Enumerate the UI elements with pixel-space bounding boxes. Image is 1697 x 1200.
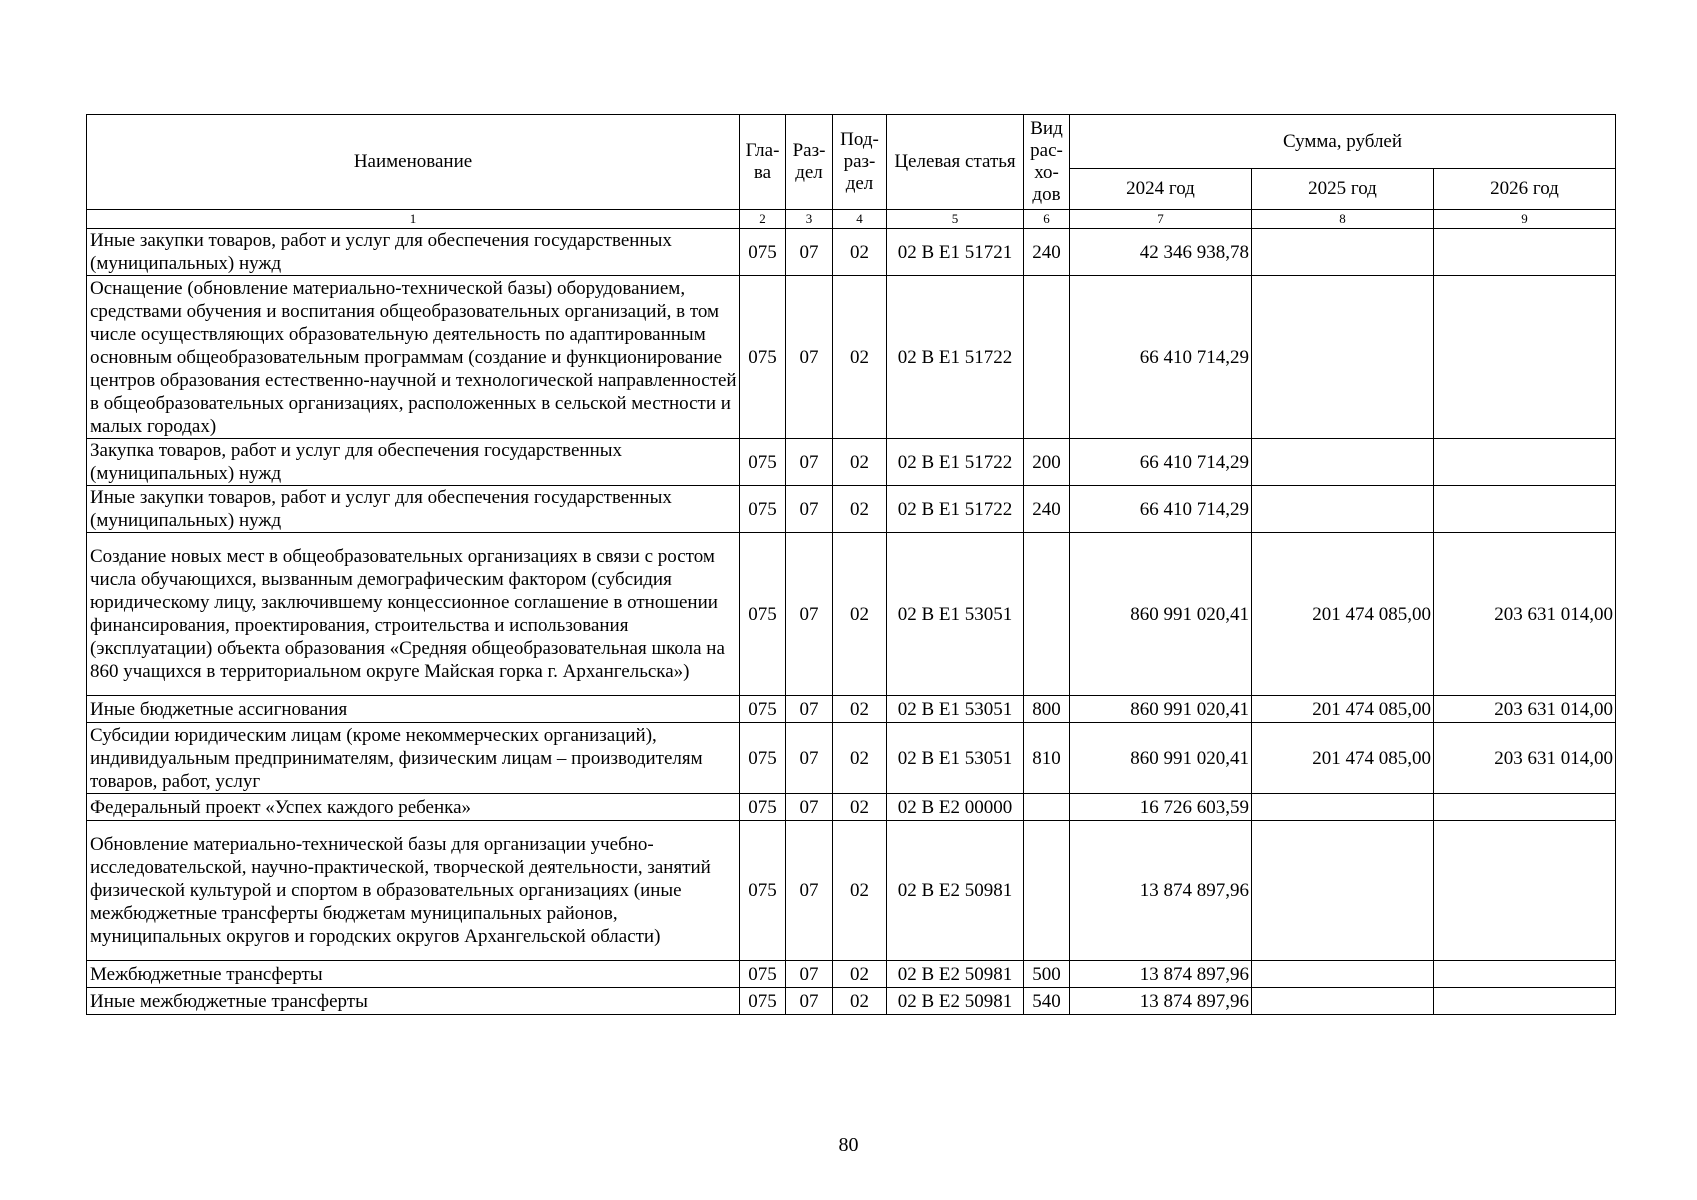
row-target-article: 02 В Е2 00000 xyxy=(887,794,1024,821)
row-amount-2024: 13 874 897,96 xyxy=(1070,821,1252,961)
row-amount-2025 xyxy=(1252,961,1434,988)
row-podrazdel: 02 xyxy=(833,821,887,961)
row-razdel: 07 xyxy=(786,533,833,696)
row-name: Иные закупки товаров, работ и услуг для обеспечения государственных (муниципальных) нужд xyxy=(87,486,740,533)
row-expense-type: 240 xyxy=(1024,229,1070,276)
column-number: 1 xyxy=(87,210,740,229)
row-amount-2026 xyxy=(1434,229,1616,276)
row-glava: 075 xyxy=(740,723,786,794)
header-2025: 2025 год xyxy=(1252,169,1434,210)
row-razdel: 07 xyxy=(786,961,833,988)
row-name: Иные бюджетные ассигнования xyxy=(87,696,740,723)
column-number: 6 xyxy=(1024,210,1070,229)
row-expense-type: 540 xyxy=(1024,988,1070,1015)
row-amount-2024: 66 410 714,29 xyxy=(1070,276,1252,439)
row-podrazdel: 02 xyxy=(833,439,887,486)
row-razdel: 07 xyxy=(786,723,833,794)
row-amount-2025 xyxy=(1252,229,1434,276)
header-glava: Гла-ва xyxy=(740,115,786,210)
row-name: Иные межбюджетные трансферты xyxy=(87,988,740,1015)
row-expense-type xyxy=(1024,821,1070,961)
row-target-article: 02 В Е1 51722 xyxy=(887,486,1024,533)
row-amount-2024: 13 874 897,96 xyxy=(1070,961,1252,988)
row-glava: 075 xyxy=(740,276,786,439)
header-2024: 2024 год xyxy=(1070,169,1252,210)
row-podrazdel: 02 xyxy=(833,723,887,794)
row-target-article: 02 В Е1 53051 xyxy=(887,533,1024,696)
row-expense-type: 810 xyxy=(1024,723,1070,794)
header-podrazdel: Под-раз-дел xyxy=(833,115,887,210)
row-expense-type: 800 xyxy=(1024,696,1070,723)
row-amount-2025 xyxy=(1252,988,1434,1015)
row-amount-2024: 13 874 897,96 xyxy=(1070,988,1252,1015)
table-row xyxy=(87,821,1616,961)
row-amount-2024: 66 410 714,29 xyxy=(1070,486,1252,533)
row-name: Оснащение (обновление материально-технической базы) оборудованием, средствами обучения и воспитания общеобразовательных организаций, в том числе осуществляющих образовательную деятельность по адаптированным основным общеобразовательным программам (создание и функционирование центров образования естественно-научной и технологической направленностей в общеобразовательных организациях, расположенных в сельской местности и малых городах) xyxy=(87,276,740,439)
row-podrazdel: 02 xyxy=(833,961,887,988)
table-row xyxy=(87,533,1616,696)
row-glava: 075 xyxy=(740,696,786,723)
header-name: Наименование xyxy=(87,115,740,210)
row-amount-2024: 66 410 714,29 xyxy=(1070,439,1252,486)
row-podrazdel: 02 xyxy=(833,696,887,723)
row-amount-2026 xyxy=(1434,794,1616,821)
row-target-article: 02 В Е2 50981 xyxy=(887,961,1024,988)
row-name: Закупка товаров, работ и услуг для обеспечения государственных (муниципальных) нужд xyxy=(87,439,740,486)
row-glava: 075 xyxy=(740,988,786,1015)
row-amount-2024: 16 726 603,59 xyxy=(1070,794,1252,821)
row-razdel: 07 xyxy=(786,276,833,439)
page-number: 80 xyxy=(838,1134,859,1156)
table-row xyxy=(87,988,1616,1015)
row-amount-2026 xyxy=(1434,486,1616,533)
row-amount-2025: 201 474 085,00 xyxy=(1252,533,1434,696)
row-glava: 075 xyxy=(740,961,786,988)
row-amount-2026: 203 631 014,00 xyxy=(1434,533,1616,696)
row-expense-type xyxy=(1024,276,1070,439)
row-razdel: 07 xyxy=(786,988,833,1015)
row-target-article: 02 В Е1 51722 xyxy=(887,439,1024,486)
column-number-row xyxy=(87,210,1616,229)
row-razdel: 07 xyxy=(786,794,833,821)
row-name: Обновление материально-технической базы для организации учебно-исследовательской, научно-практической, творческой деятельности, занятий физической культурой и спортом в образовательных организациях (иные межбюджетные трансферты бюджетам муниципальных районов, муниципальных округов и городских округов Архангельской области) xyxy=(87,821,740,961)
column-number: 8 xyxy=(1252,210,1434,229)
column-number: 2 xyxy=(740,210,786,229)
row-amount-2024: 42 346 938,78 xyxy=(1070,229,1252,276)
header-vid: Вид рас-хо-дов xyxy=(1024,115,1070,210)
row-glava: 075 xyxy=(740,533,786,696)
table-row xyxy=(87,229,1616,276)
row-podrazdel: 02 xyxy=(833,229,887,276)
row-amount-2025 xyxy=(1252,794,1434,821)
row-amount-2024: 860 991 020,41 xyxy=(1070,723,1252,794)
row-glava: 075 xyxy=(740,794,786,821)
row-podrazdel: 02 xyxy=(833,794,887,821)
row-amount-2026 xyxy=(1434,439,1616,486)
row-expense-type: 500 xyxy=(1024,961,1070,988)
row-name: Межбюджетные трансферты xyxy=(87,961,740,988)
row-target-article: 02 В Е1 53051 xyxy=(887,723,1024,794)
column-number: 9 xyxy=(1434,210,1616,229)
row-amount-2025 xyxy=(1252,439,1434,486)
row-expense-type xyxy=(1024,794,1070,821)
row-amount-2026 xyxy=(1434,276,1616,439)
row-amount-2025: 201 474 085,00 xyxy=(1252,723,1434,794)
row-razdel: 07 xyxy=(786,486,833,533)
table-body xyxy=(87,229,1616,1015)
table-row xyxy=(87,486,1616,533)
row-name: Субсидии юридическим лицам (кроме некоммерческих организаций), индивидуальным предпринимателям, физическим лицам – производителям товаров, работ, услуг xyxy=(87,723,740,794)
header-target: Целевая статья xyxy=(887,115,1024,210)
row-expense-type: 240 xyxy=(1024,486,1070,533)
header-sum: Сумма, рублей xyxy=(1070,115,1616,169)
table-row xyxy=(87,794,1616,821)
row-glava: 075 xyxy=(740,229,786,276)
header-2026: 2026 год xyxy=(1434,169,1616,210)
table-row xyxy=(87,439,1616,486)
row-amount-2024: 860 991 020,41 xyxy=(1070,696,1252,723)
row-target-article: 02 В Е2 50981 xyxy=(887,988,1024,1015)
row-name: Создание новых мест в общеобразовательных организациях в связи с ростом числа обучающихся, вызванным демографическим фактором (субсидия юридическому лицу, заключившему концессионное соглашение в отношении финансирования, проектирования, строительства и использования (эксплуатации) объекта образования «Средняя общеобразовательная школа на 860 учащихся в территориальном округе Майская горка г. Архангельска») xyxy=(87,533,740,696)
table-row xyxy=(87,723,1616,794)
table-header xyxy=(87,115,1616,229)
table-row xyxy=(87,276,1616,439)
row-name: Иные закупки товаров, работ и услуг для обеспечения государственных (муниципальных) нужд xyxy=(87,229,740,276)
row-glava: 075 xyxy=(740,439,786,486)
row-target-article: 02 В Е2 50981 xyxy=(887,821,1024,961)
row-expense-type xyxy=(1024,533,1070,696)
row-glava: 075 xyxy=(740,821,786,961)
row-amount-2026 xyxy=(1434,961,1616,988)
row-target-article: 02 В Е1 51721 xyxy=(887,229,1024,276)
row-amount-2025: 201 474 085,00 xyxy=(1252,696,1434,723)
table-row xyxy=(87,696,1616,723)
table-row xyxy=(87,961,1616,988)
column-number: 3 xyxy=(786,210,833,229)
row-amount-2025 xyxy=(1252,276,1434,439)
row-amount-2026: 203 631 014,00 xyxy=(1434,723,1616,794)
row-amount-2025 xyxy=(1252,486,1434,533)
header-razdel: Раз-дел xyxy=(786,115,833,210)
row-target-article: 02 В Е1 53051 xyxy=(887,696,1024,723)
budget-table xyxy=(86,114,1616,1015)
row-razdel: 07 xyxy=(786,696,833,723)
row-name: Федеральный проект «Успех каждого ребенка» xyxy=(87,794,740,821)
row-glava: 075 xyxy=(740,486,786,533)
row-amount-2025 xyxy=(1252,821,1434,961)
row-amount-2026: 203 631 014,00 xyxy=(1434,696,1616,723)
row-expense-type: 200 xyxy=(1024,439,1070,486)
row-razdel: 07 xyxy=(786,821,833,961)
row-razdel: 07 xyxy=(786,439,833,486)
row-target-article: 02 В Е1 51722 xyxy=(887,276,1024,439)
row-amount-2024: 860 991 020,41 xyxy=(1070,533,1252,696)
column-number: 5 xyxy=(887,210,1024,229)
column-number: 7 xyxy=(1070,210,1252,229)
row-razdel: 07 xyxy=(786,229,833,276)
row-amount-2026 xyxy=(1434,988,1616,1015)
column-number: 4 xyxy=(833,210,887,229)
row-podrazdel: 02 xyxy=(833,988,887,1015)
row-amount-2026 xyxy=(1434,821,1616,961)
row-podrazdel: 02 xyxy=(833,486,887,533)
row-podrazdel: 02 xyxy=(833,276,887,439)
row-podrazdel: 02 xyxy=(833,533,887,696)
